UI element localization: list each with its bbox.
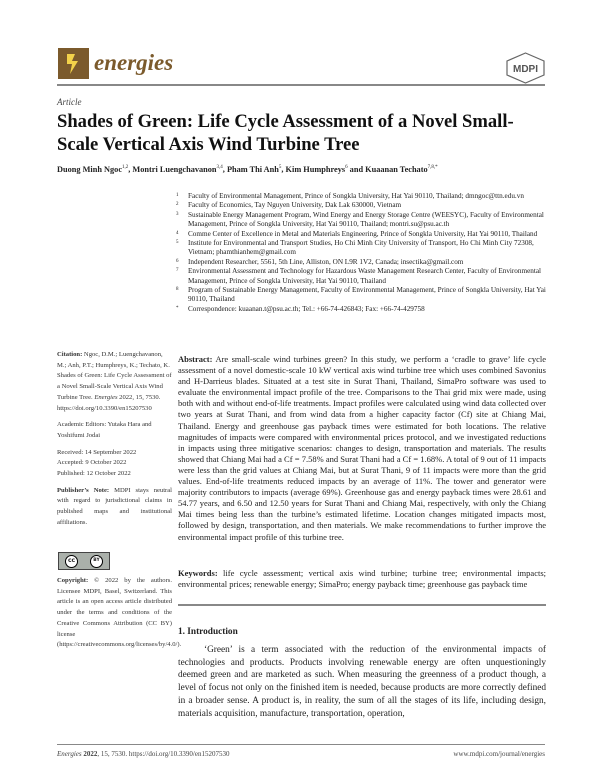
author: , Montri Luengchavanon [128, 165, 217, 174]
by-icon: BY [90, 555, 103, 568]
journal-logo-icon [58, 48, 89, 79]
affiliation: 2 Faculty of Economics, Tay Nguyen University, Dak Lak 630000, Vietnam [176, 201, 402, 210]
copyright: Copyright: © 2022 by the authors. Licensee MDPI, Basel, Switzerland. This article is an open access article distributed under the terms and conditions of the Creative Commons Attribution (CC BY) license (https://creativecommons.org/licenses/by/4.0/). [57, 577, 182, 649]
affiliation: 3 Sustainable Energy Management Program, Wind Energy and Energy Storage Centre (WEESYC), Faculty of Environmental Management, Prince of Songkla University, Hat Yai 90110, Thailand; montri.su@psu.ac.th [176, 210, 544, 229]
received-date: Received: 14 September 2022 [57, 448, 137, 456]
footer-citation: Energies 2022, 15, 7530. https://doi.org/10.3390/en15207530 [57, 750, 230, 758]
author: , Pham Thi Anh [222, 165, 279, 174]
affiliation: 8 Program of Sustainable Energy Management, Faculty of Environmental Management, Prince of Songkla University, Hat Yai 90110, Thailand [176, 286, 546, 304]
publisher-name: MDPI [513, 64, 538, 75]
accepted-date: Accepted: 9 October 2022 [57, 459, 127, 467]
section-rule [178, 604, 546, 606]
affiliation: 4 Comme Center of Excellence in Metal and Materials Engineering, Prince of Songkla University, Hat Yai 90110, Thailand [176, 229, 538, 238]
author-affil: 6 [345, 165, 348, 171]
academic-editors: Academic Editors: Yutaka Hara and Yoshifumi Jodai [57, 421, 152, 439]
affiliation: 1 Faculty of Environmental Management, Prince of Songkla University, Hat Yai 90110, Thailand; dmngoc@ttn.edu.vn [176, 192, 524, 200]
author-affil: 3,4 [216, 165, 223, 171]
author: Duong Minh Ngoc [57, 165, 123, 174]
author: and Kuaanan Techato [347, 165, 428, 174]
cc-icon: cc [65, 555, 78, 568]
doi-link[interactable]: 2022, 15, 7530. https://doi.org/10.3390/en15207530 [57, 393, 161, 412]
keywords: Keywords: life cycle assessment; vertical axis wind turbine; turbine tree; environmental impacts; environmental prices; renewable energy; SimaPro; energy payback time; greenhouse gas payback time [178, 568, 546, 590]
header-rule [57, 84, 545, 86]
correspondence: * Correspondence: kuaanan.t@psu.ac.th; Tel.: +66-74-426843; Fax: +66-74-429758 [176, 304, 425, 313]
affiliations [176, 192, 551, 314]
affiliation: 7 Environmental Assessment and Technology for Hazardous Waste Management Research Center, Faculty of Environmental Management, Prince of Songkla University, Hat Yai 90110, Thailand [176, 267, 542, 285]
footer-rule [57, 744, 545, 745]
publisher-note: Publisher’s Note: MDPI stays neutral with regard to jurisdictional claims in published maps and institutional affiliations. [57, 486, 172, 526]
paper-title: Shades of Green: Life Cycle Assessment of a Novel Small-Scale Vertical Axis Wind Turbine Tree [57, 111, 514, 155]
section-heading: 1. Introduction [178, 627, 238, 637]
author-affil: 5 [278, 165, 282, 171]
cc-by-license-badge[interactable] [58, 552, 110, 570]
abstract: Abstract: Are small-scale wind turbines green? In this study, we perform a ‘cradle to grave’ life cycle assessment of a novel domestic-scale 10 kW vertical axis wind turbine tree which uses combined Savonius and H-Darrieus blades. Situated at a test site in Surat Thani, Thailand, SimaPro software was used to evaluate the environmental impact profile of the tree. Comparisons to the Thai grid mix were made, using both with and without end-of-life treatments. Impact profiles were calculated using wind data collected over two years at Surat Thani, and from wind data from a higher capacity factor (Cf) site at Chiang Mai, Thailand. Energy and greenhouse gas payback times were estimated for both locations. The relative magnitudes of impacts were compared with environmental prices protocol, and we investigated reductions in impacts using three mitigative scenarios: changes to design, transportation and materials. The results showed that Chiang Mai had a Cf = 7.58% and Surat Thani had a Cf = 1.68%. A total of 9 out of 11 impacts were less than the grid values at Chiang Mai, but at Surat Thani, 9 of 11 impacts were more than the grid values. End-of-life treatments reduced impacts by an average of 11%. The tower and generator were majority contributors to impacts (average 69%). Greenhouse gas and energy payback times were 28.61 and 54.77 years, and 6.50 and 12.50 years for Surat Thani and Chiang Mai, respectively, with only the Chiang Mai times being less than the turbine’s estimated lifetime. Location changes mitigated impacts most, followed by design, transportation, and then materials. We make recommendations to further improve the environmental impact profile of this turbine tree. [178, 354, 546, 542]
author-affil: 1,2 [122, 165, 129, 171]
author-list [57, 165, 438, 174]
affiliation: 5 Institute for Environmental and Transport Studies, Ho Chi Minh City University of Transport, Ho Chi Minh City 72308, Vietnam; phamthianhem@gmail.com [176, 239, 534, 257]
author: , Kim Humphreys [281, 165, 346, 174]
mdpi-logo-icon [505, 52, 546, 84]
author-affil: 7,8,* [427, 165, 438, 171]
article-type: Article [57, 97, 82, 107]
published-date: Published: 12 October 2022 [57, 470, 131, 478]
intro-paragraph: ‘Green’ is a term associated with the reduction of the environmental impacts of technologies and products. Products involving renewable energy are often unquestioningly deemed green and are marketed as such. When measuring the greenness of a product though, a level of focus not only on the finished item is needed, because products are more correctly defined in a broader sense. A product is, in reality, the sum of all the stages of its life, including design, materials acquisition, manufacture, transportation, operation, [178, 645, 546, 719]
citation-block: Citation: Ngoc, D.M.; Luengchavanon, M.; Anh, P.T.; Humphreys, K.; Techato, K. Shades of Green: Life Cycle Assessment of a Novel Small-Scale Vertical Axis Wind Turbine Tree. Energies 2022, 15, 7530. https://doi.org/10.3390/en15207530 Academic Editors: Yutaka Hara and Yoshifumi Jodai Received: 14 September 2022 Accepted: 9 October 2022 Published: 12 October 2022 Publisher’s Note: MDPI stays neutral with regard to jurisdictional claims in published maps and institutional affiliations. [57, 350, 172, 535]
journal-url-link[interactable]: www.mdpi.com/journal/energies [453, 750, 545, 758]
journal-name: energies [94, 50, 174, 75]
affiliation: 6 Independent Researcher, 5561, 5th Line, Alliston, ON L9R 1V2, Canada; insectika@gmail.com [176, 257, 464, 266]
